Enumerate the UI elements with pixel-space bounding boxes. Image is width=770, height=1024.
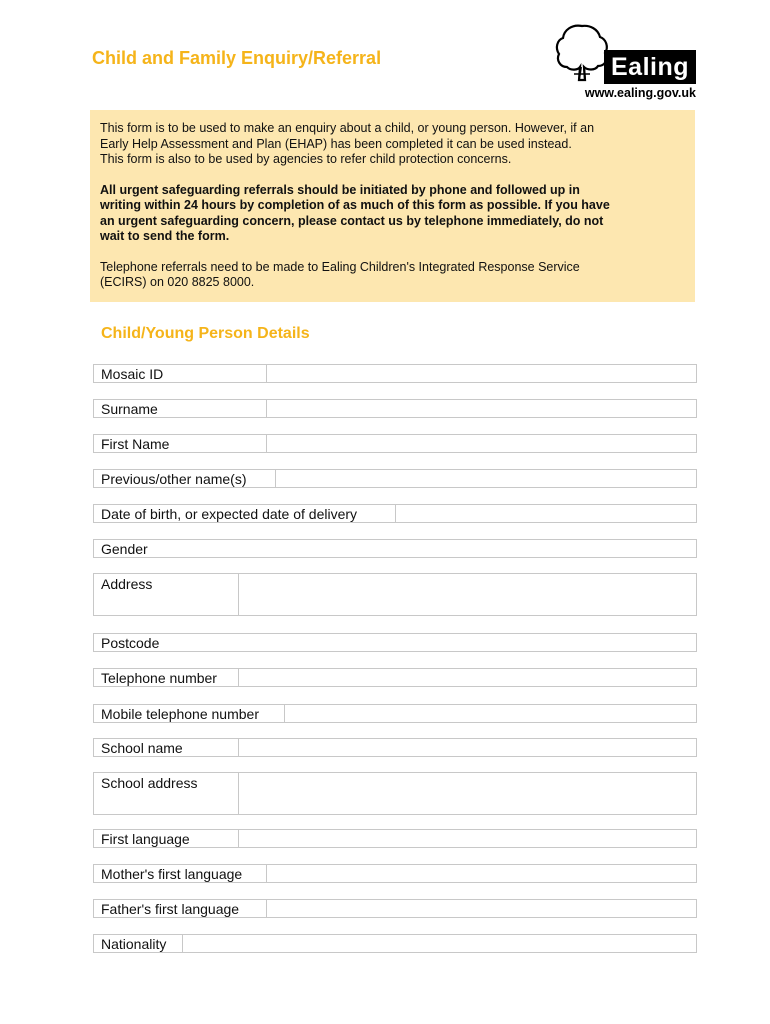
mobile-telephone-row [93, 704, 697, 723]
gender-row [93, 539, 697, 558]
field-label: Previous/other name(s) [94, 470, 276, 487]
mothers-first-language-row [93, 864, 697, 883]
address-row [93, 573, 697, 616]
notice-intro [100, 121, 683, 168]
website-url: www.ealing.gov.uk [584, 86, 696, 100]
first-name-row [93, 434, 697, 453]
address-input[interactable] [239, 574, 696, 615]
notice-urgent-line: an urgent safeguarding concern, please contact us by telephone immediately, do not [100, 213, 604, 228]
mosaic-id-input[interactable] [267, 365, 696, 382]
previous-names-input[interactable] [276, 470, 696, 487]
tree-icon [554, 22, 610, 82]
first-name-input[interactable] [267, 435, 696, 452]
previous-names-row [93, 469, 697, 488]
field-label: Gender [101, 541, 148, 557]
notice-urgent-line: wait to send the form. [100, 229, 230, 243]
fathers-first-language-row [93, 899, 697, 918]
telephone-input[interactable] [239, 669, 696, 686]
field-label: Mother's first language [94, 865, 267, 882]
field-label: School address [94, 773, 239, 814]
school-name-row [93, 738, 697, 757]
field-label: Father's first language [94, 900, 267, 917]
mobile-telephone-input[interactable] [285, 705, 696, 722]
field-label: First Name [94, 435, 267, 452]
page-title: Child and Family Enquiry/Referral [92, 48, 382, 68]
notice-urgent-line: All urgent safeguarding referrals should be initiated by phone and followed up in [100, 182, 580, 197]
field-label: Telephone number [94, 669, 239, 686]
first-language-input[interactable] [239, 830, 696, 847]
mothers-first-language-input[interactable] [267, 865, 696, 882]
field-label: Address [94, 574, 239, 615]
notice-intro-line: This form is to be used to make an enquiry about a child, or young person. However, if an [100, 121, 595, 135]
notice-box [90, 110, 695, 302]
school-address-input[interactable] [239, 773, 696, 814]
fathers-first-language-input[interactable] [267, 900, 696, 917]
notice-intro-line: Early Help Assessment and Plan (EHAP) has been completed it can be used instead. [100, 136, 572, 151]
notice-telephone [100, 260, 683, 291]
telephone-row [93, 668, 697, 687]
section-heading: Child/Young Person Details [101, 325, 310, 342]
field-label: First language [94, 830, 239, 847]
field-label: Surname [94, 400, 267, 417]
logo-wordmark: Ealing [604, 50, 696, 84]
gender-input[interactable] [156, 540, 696, 557]
school-address-row [93, 772, 697, 815]
surname-input[interactable] [267, 400, 696, 417]
date-of-birth-row [93, 504, 697, 523]
notice-urgent [100, 183, 683, 245]
field-label: Mobile telephone number [94, 705, 285, 722]
mosaic-id-row [93, 364, 697, 383]
notice-telephone-line: (ECIRS) on 020 8825 8000. [100, 275, 255, 289]
field-label: Mosaic ID [94, 365, 267, 382]
field-label: School name [94, 739, 239, 756]
notice-intro-line: This form is also to be used by agencies to refer child protection concerns. [100, 152, 512, 166]
field-label: Date of birth, or expected date of delivery [94, 505, 396, 522]
school-name-input[interactable] [239, 739, 696, 756]
postcode-row [93, 633, 697, 652]
date-of-birth-input[interactable] [396, 505, 696, 522]
notice-urgent-line: writing within 24 hours by completion of as much of this form as possible. If you have [100, 198, 610, 212]
nationality-row [93, 934, 697, 953]
field-label: Postcode [101, 635, 160, 651]
postcode-input[interactable] [174, 634, 696, 651]
nationality-input[interactable] [183, 935, 696, 952]
ealing-logo [552, 22, 698, 102]
field-label: Nationality [94, 935, 183, 952]
notice-telephone-line: Telephone referrals need to be made to Ealing Children's Integrated Response Service [100, 259, 580, 274]
first-language-row [93, 829, 697, 848]
surname-row [93, 399, 697, 418]
